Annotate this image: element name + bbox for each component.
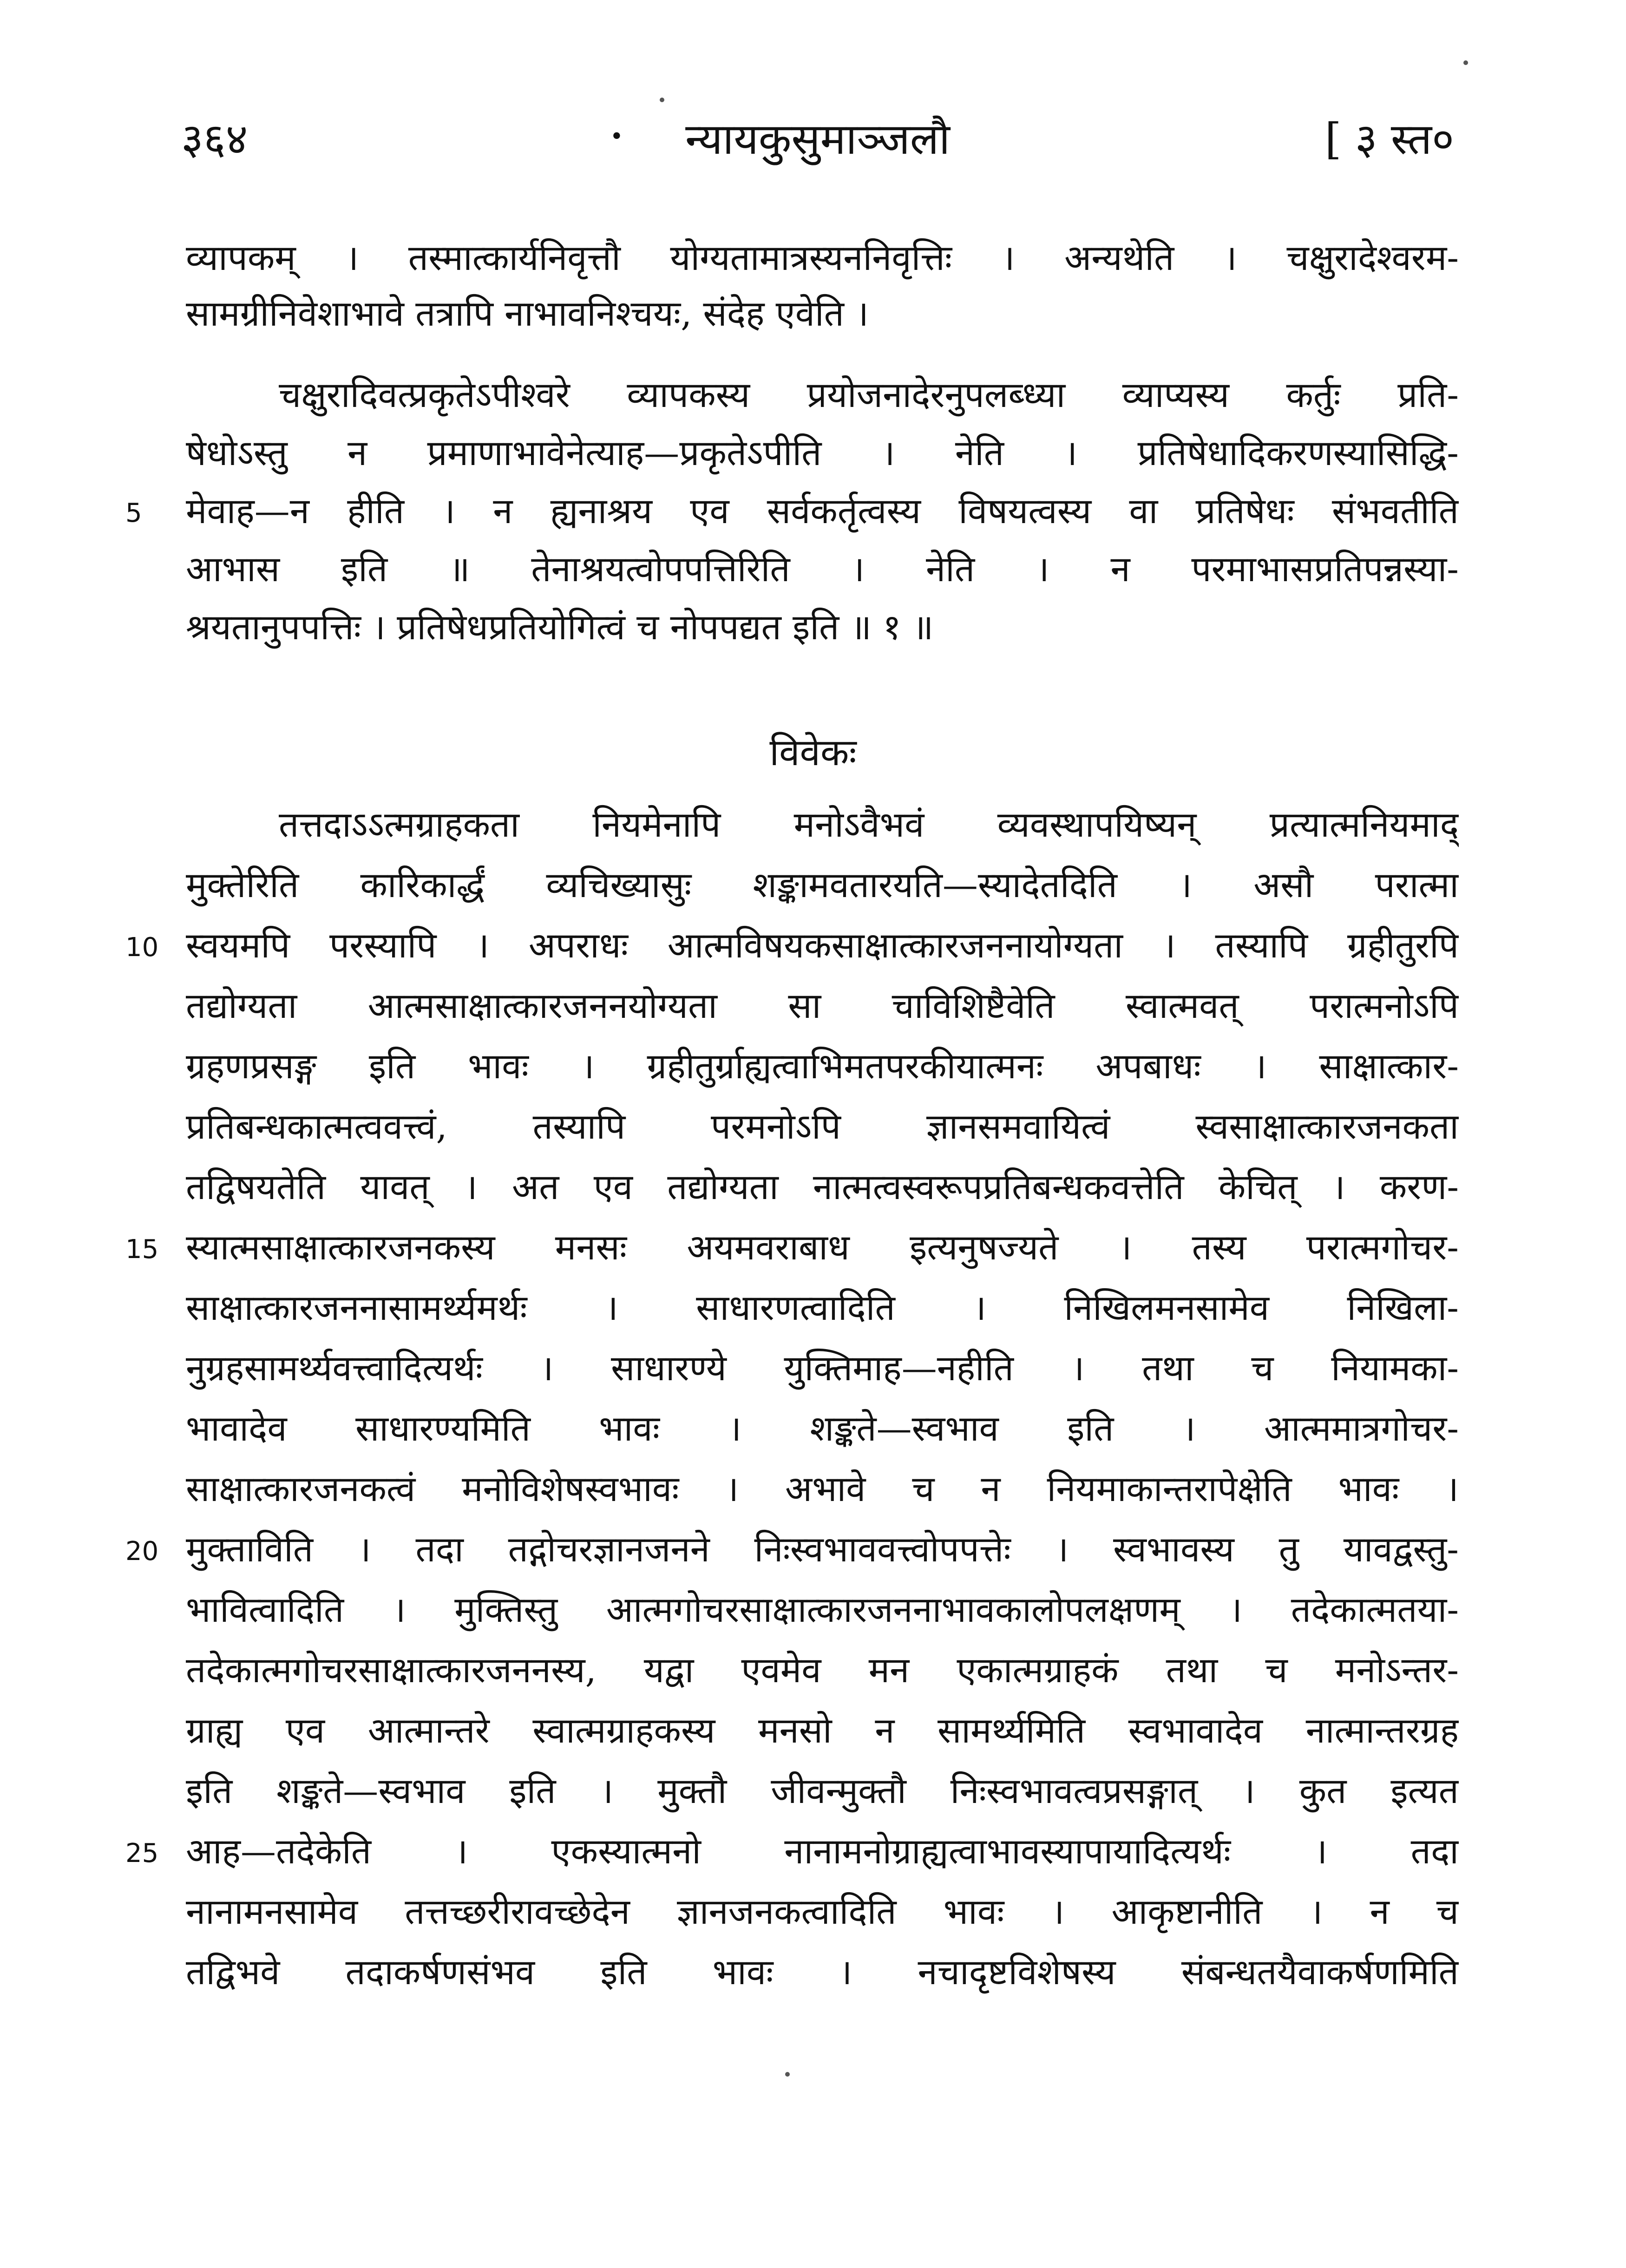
- text-line: भावादेव साधारण्यमिति भावः । शङ्कते—स्वभाव इति । आत्ममात्रगोचर-: [186, 1408, 1459, 1449]
- print-speck: [1463, 60, 1468, 65]
- section-marker: [ ३ स्त०: [1324, 114, 1454, 164]
- text-line: तद्योग्यता आत्मसाक्षात्कारजननयोग्यता सा चाविशिष्टैवेति स्वात्मवत् परात्मनोऽपि: [186, 985, 1459, 1026]
- text-line: तद्विषयतेति यावत् । अत एव तद्योग्यता नात्मत्वस्वरूपप्रतिबन्धकवत्तेति केचित् । करण-: [186, 1166, 1459, 1207]
- header-dot: ·: [609, 106, 625, 165]
- line-number: 25: [125, 1838, 159, 1868]
- text-line: व्यापकम् । तस्मात्कार्यनिवृत्तौ योग्यतामात्रस्यननिवृत्तिः । अन्यथेति । चक्षुरादेश्वरम-: [186, 237, 1459, 278]
- line-number: 20: [125, 1536, 159, 1567]
- text-line: ग्रहणप्रसङ्ग इति भावः । ग्रहीतुर्ग्राह्यत्वाभिमतपरकीयात्मनः अपबाधः । साक्षात्कार-: [186, 1045, 1459, 1087]
- page-number: ३६४: [181, 114, 248, 164]
- line-number: 5: [125, 498, 142, 528]
- text-line: भावित्वादिति । मुक्तिस्तु आत्मगोचरसाक्षात्कारजननाभावकालोपलक्षणम् । तदेकात्मतया-: [186, 1589, 1459, 1630]
- text-line: नुग्रहसामर्थ्यवत्त्वादित्यर्थः । साधारण्ये युक्तिमाह—नहीति । तथा च नियामका-: [186, 1347, 1459, 1389]
- text-line: आभास इति ॥ तेनाश्रयत्वोपपत्तिरिति । नेति । न परमाभासप्रतिपन्नस्या-: [186, 548, 1459, 590]
- text-line: तदेकात्मगोचरसाक्षात्कारजननस्य, यद्वा एवमेव मन एकात्मग्राहकं तथा च मनोऽन्तर-: [186, 1649, 1459, 1691]
- running-title: न्यायकुसुमाञ्जलौ: [685, 114, 950, 164]
- text-line: स्वयमपि परस्यापि । अपराधः आत्मविषयकसाक्षात्कारजननायोग्यता । तस्यापि ग्रहीतुरपि: [186, 924, 1459, 966]
- text-line: साक्षात्कारजननासामर्थ्यमर्थः । साधारणत्वादिति । निखिलमनसामेव निखिला-: [186, 1287, 1459, 1328]
- text-line: इति शङ्कते—स्वभाव इति । मुक्तौ जीवन्मुक्तौ निःस्वभावत्वप्रसङ्गात् । कुत इत्यत: [186, 1770, 1459, 1811]
- text-line: स्यात्मसाक्षात्कारजनकस्य मनसः अयमवराबाध इत्यनुषज्यते । तस्य परात्मगोचर-: [186, 1226, 1459, 1268]
- text-line: प्रतिबन्धकात्मत्ववत्त्वं, तस्यापि परमनोऽपि ज्ञानसमवायित्वं स्वसाक्षात्कारजनकता: [186, 1106, 1459, 1147]
- print-speck: [660, 98, 664, 102]
- text-line: साक्षात्कारजनकत्वं मनोविशेषस्वभावः । अभावे च न नियमाकान्तरापेक्षेति भावः ।: [186, 1468, 1459, 1509]
- text-line: मेवाह—न हीति । न ह्यनाश्रय एव सर्वकर्तृत्वस्य विषयत्वस्य वा प्रतिषेधः संभवतीति: [186, 490, 1459, 531]
- text-line: ग्राह्य एव आत्मान्तरे स्वात्मग्राहकस्य मनसो न सामर्थ्यमिति स्वभावादेव नात्मान्तरग्रह: [186, 1710, 1459, 1751]
- text-line: सामग्रीनिवेशाभावे तत्रापि नाभावनिश्चयः, संदेह एवेति ।: [186, 293, 869, 334]
- text-line: मुक्तेरिति कारिकार्द्धं व्यचिख्यासुः शङ्कामवतारयति—स्यादेतदिति । असौ परात्मा: [186, 864, 1459, 905]
- text-line: नानामनसामेव तत्तच्छरीरावच्छेदेन ज्ञानजनकत्वादिति भावः । आकृष्टानीति । न च: [186, 1891, 1459, 1932]
- text-line: मुक्ताविति । तदा तद्गोचरज्ञानजनने निःस्वभाववत्त्वोपपत्तेः । स्वभावस्य तु यावद्वस्तु-: [186, 1528, 1459, 1570]
- line-number: 10: [125, 932, 159, 963]
- viveka-heading: विवेकः: [769, 731, 857, 774]
- text-line: आह—तदेकेति । एकस्यात्मनो नानामनोग्राह्यत्वाभावस्यापायादित्यर्थः । तदा: [186, 1830, 1459, 1872]
- text-line: श्रयतानुपपत्तिः । प्रतिषेधप्रतियोगित्वं च नोपपद्यत इति ॥ १ ॥: [186, 606, 934, 648]
- page-header: [181, 107, 1454, 172]
- print-speck: [785, 2072, 790, 2077]
- text-line: चक्षुरादिवत्प्रकृतेऽपीश्वरे व्यापकस्य प्रयोजनादेरनुपलब्ध्या व्याप्यस्य कर्तुः प्रति-: [279, 374, 1459, 415]
- text-line: षेधोऽस्तु न प्रमाणाभावेनेत्याह—प्रकृतेऽपीति । नेति । प्रतिषेधादिकरणस्यासिद्धि-: [186, 432, 1459, 473]
- line-number: 15: [125, 1234, 159, 1265]
- text-line: तद्विभवे तदाकर्षणसंभव इति भावः । नचादृष्टविशेषस्य संबन्धतयैवाकर्षणमिति: [186, 1951, 1459, 1993]
- text-line: तत्तदाऽऽत्मग्राहकता नियमेनापि मनोऽवैभवं व्यवस्थापयिष्यन् प्रत्यात्मनियमाद्: [279, 804, 1459, 845]
